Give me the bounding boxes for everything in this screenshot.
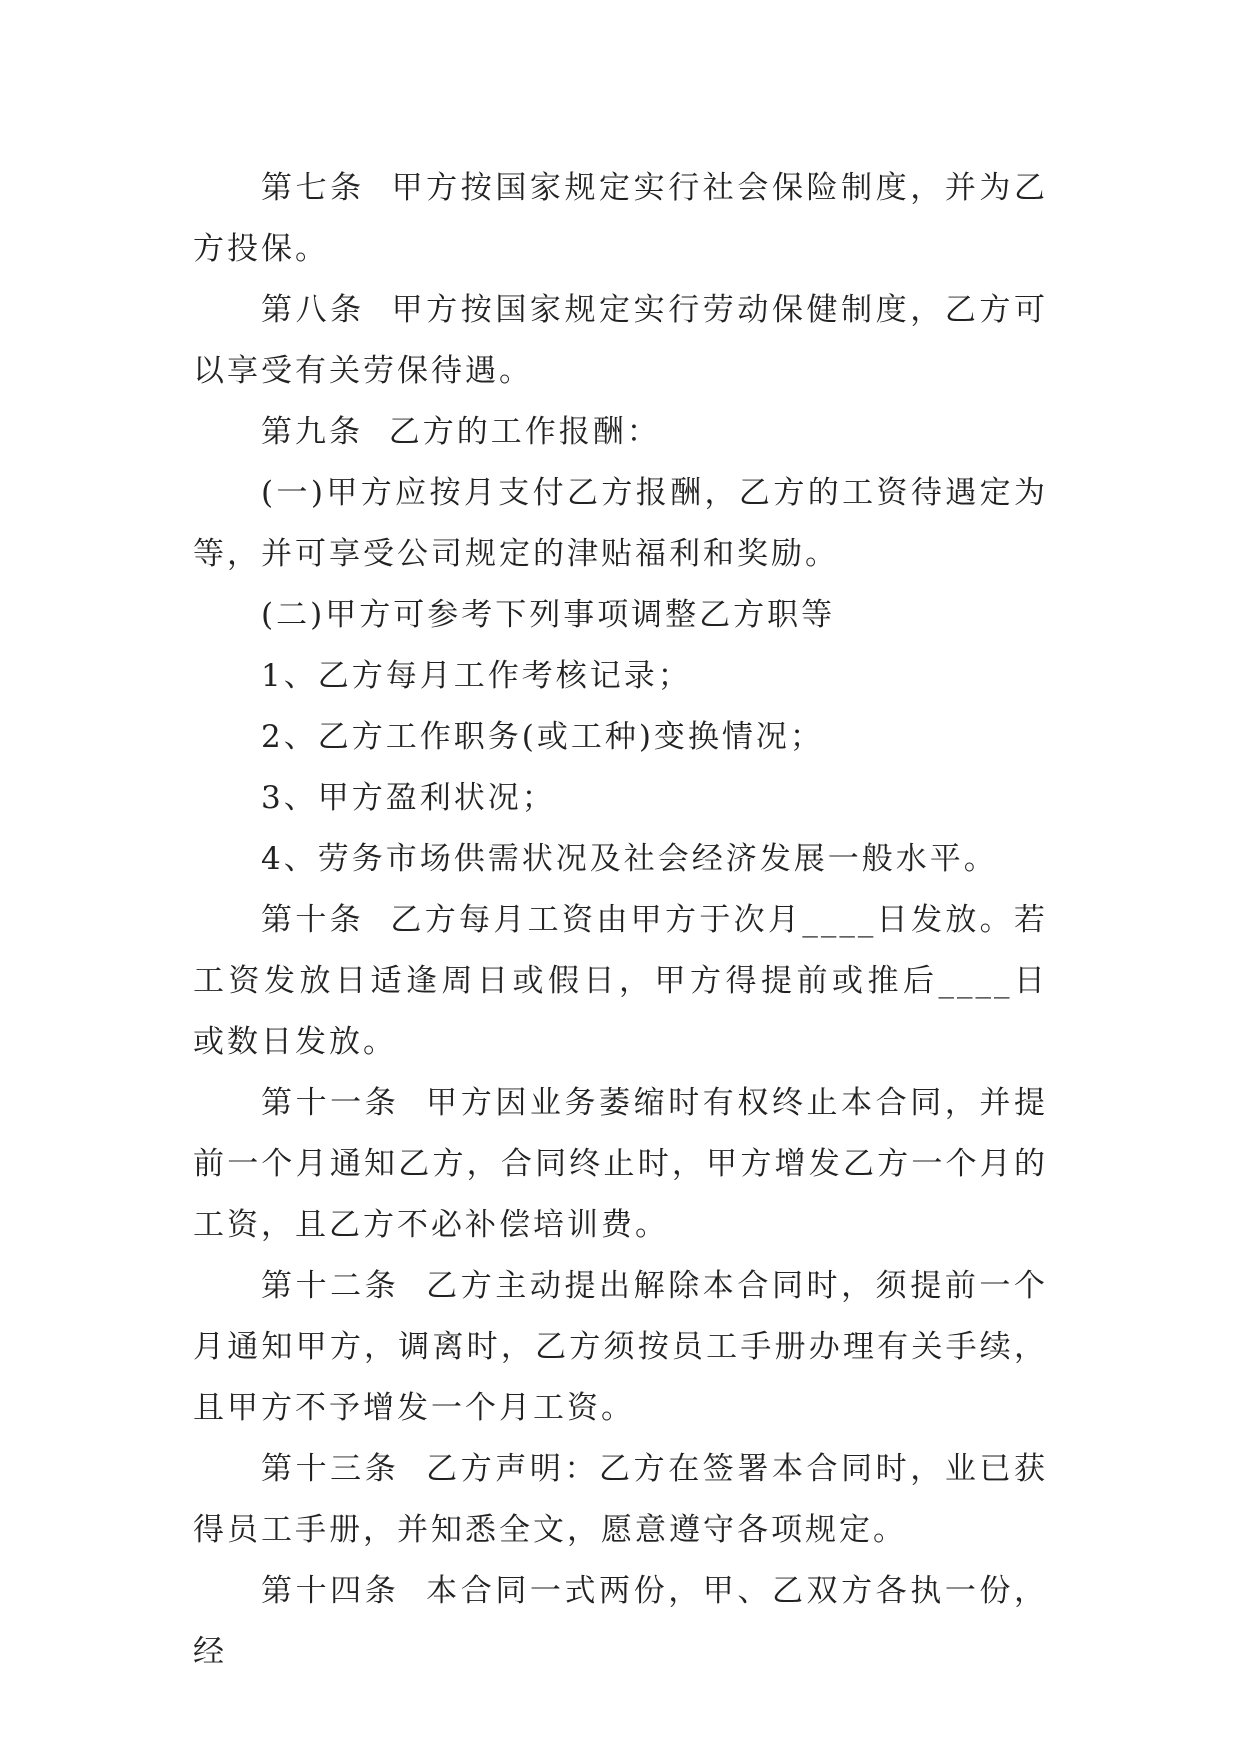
clause-12-paragraph: 第十二条 乙方主动提出解除本合同时，须提前一个月通知甲方，调离时，乙方须按员工手册办理有关手续，且甲方不予增发一个月工资。 <box>193 1268 1048 1426</box>
clause-8-paragraph: 第八条 甲方按国家规定实行劳动保健制度，乙方可以享受有关劳保待遇。 <box>193 292 1048 389</box>
list-item: 1、乙方每月工作考核记录； <box>261 658 692 694</box>
list-item: 4、劳务市场供需状况及社会经济发展一般水平。 <box>261 841 998 877</box>
clause-13-paragraph: 第十三条 乙方声明：乙方在签署本合同时，业已获得员工手册，并知悉全文，愿意遵守各项规定。 <box>193 1451 1048 1548</box>
clause-10-paragraph: 第十条 乙方每月工资由甲方于次月____日发放。若工资发放日适逢周日或假日，甲方得提前或推后____日或数日发放。 <box>193 902 1048 1060</box>
list-item: 3、甲方盈利状况； <box>261 780 556 816</box>
clause-14-paragraph: 第十四条 本合同一式两份，甲、乙双方各执一份，经 <box>193 1573 1048 1670</box>
clause-9-item-1: (一)甲方应按月支付乙方报酬，乙方的工资待遇定为等，并可享受公司规定的津贴福利和奖励。 <box>193 475 1048 572</box>
list-item: 2、乙方工作职务(或工种)变换情况； <box>261 719 824 755</box>
clause-9-heading: 第九条 乙方的工作报酬： <box>261 414 661 450</box>
clause-11-paragraph: 第十一条 甲方因业务萎缩时有权终止本合同，并提前一个月通知乙方，合同终止时，甲方增发乙方一个月的工资，且乙方不必补偿培训费。 <box>193 1085 1048 1243</box>
clause-7-paragraph: 第七条 甲方按国家规定实行社会保险制度，并为乙方投保。 <box>193 170 1048 267</box>
clause-9-item-2: (二)甲方可参考下列事项调整乙方职等 <box>261 597 836 633</box>
document-body <box>193 158 1048 1683</box>
